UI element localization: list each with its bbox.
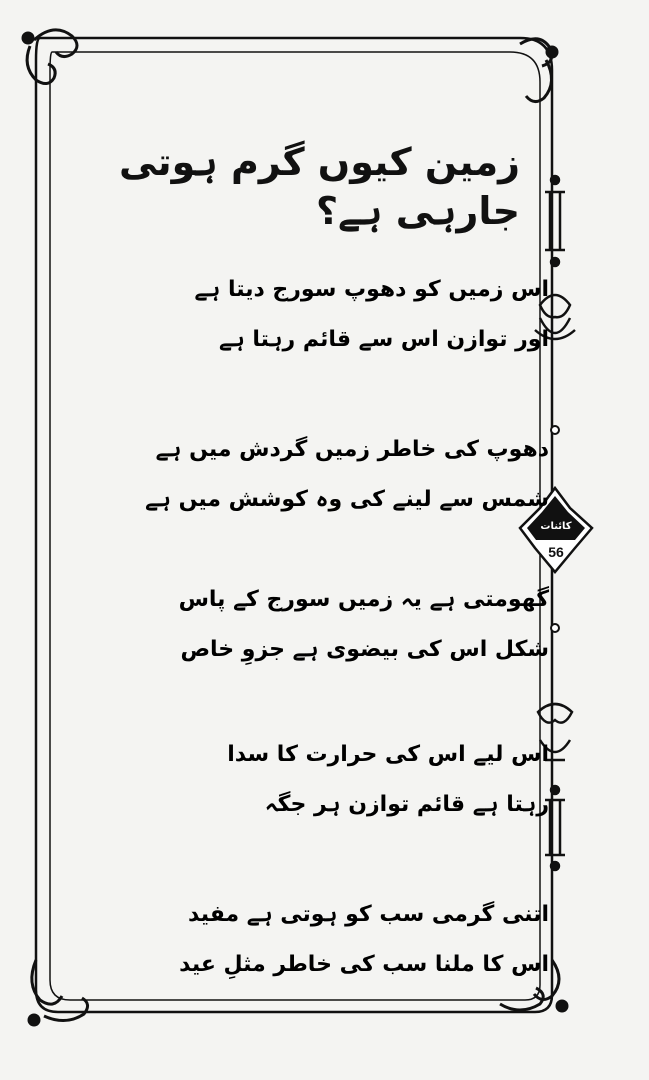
badge-label: کائنات [540, 521, 572, 532]
stanza-3 [178, 575, 549, 675]
stanza-line: اس زمیں کو دھوپ سورج دیتا ہے [194, 277, 549, 302]
poem-title: زمین کیوں گرم ہوتی جارہی ہے؟ [118, 140, 520, 234]
stanza-line: شمس سے لینے کی وہ کوشش میں ہے [145, 487, 549, 512]
poem-content [70, 120, 530, 237]
stanza-line: اور توازن اس سے قائم رہتا ہے [218, 327, 549, 352]
stanza-5 [179, 890, 549, 990]
stanza-4 [219, 730, 549, 830]
stanza-line: اس لیے اس کی حرارت کا سدا [227, 742, 549, 767]
stanza-line: اس کا ملنا سب کی خاطر مثلِ عید [179, 952, 549, 977]
stanza-line: اتنی گرمی سب کو ہوتی ہے مفید [188, 902, 549, 927]
stanza-1 [194, 265, 549, 365]
stanza-line: دھوپ کی خاطر زمیں گردش میں ہے [155, 437, 549, 462]
stanza-2 [145, 425, 549, 525]
stanza-line: رہتا ہے قائم توازن ہر جگہ [264, 792, 549, 817]
stanza-line: شکل اس کی بیضوی ہے جزوِ خاص [180, 637, 549, 662]
page-number: 56 [548, 544, 564, 560]
corner-ornament-bottom-left [29, 960, 88, 1025]
stanza-line: گھومتی ہے یہ زمیں سورج کے پاس [178, 587, 549, 612]
